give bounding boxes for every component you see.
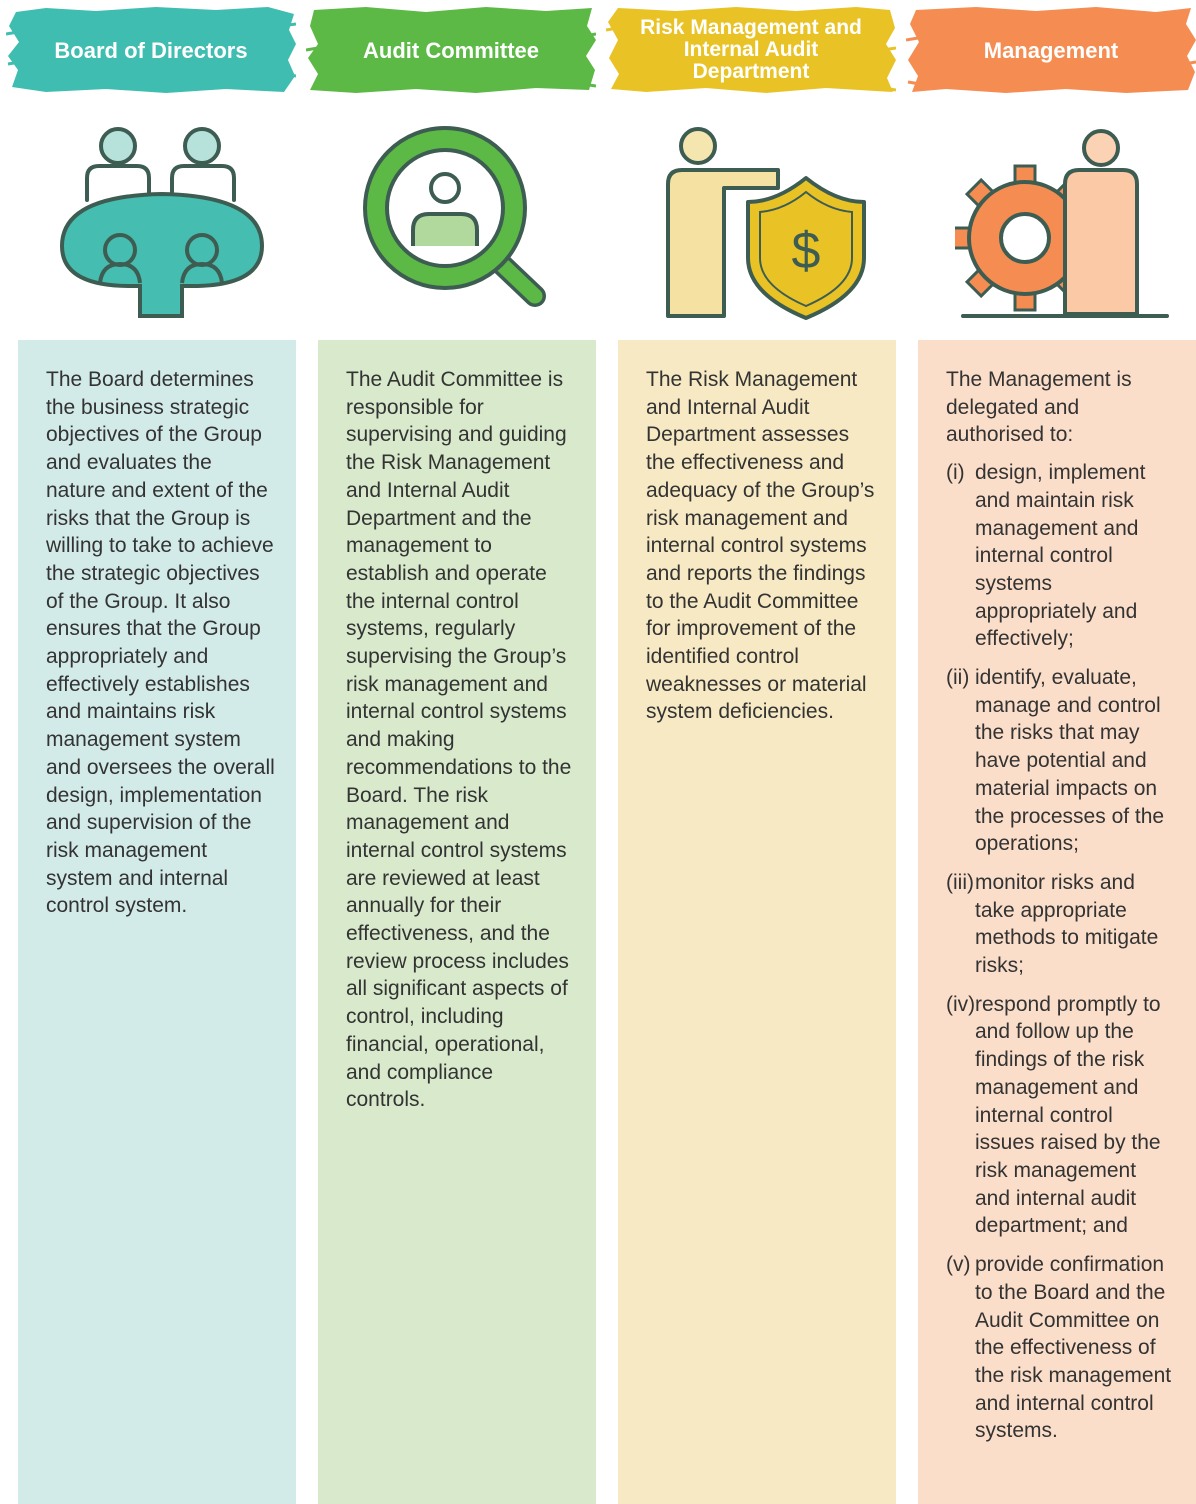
list-item <box>946 664 1176 858</box>
list-text: respond promptly to and follow up the findings of the risk management and internal control issues raised by the risk management and internal audit department; and <box>975 992 1161 1238</box>
banner-management <box>906 4 1196 96</box>
list-item <box>946 1251 1176 1445</box>
banner-risk-management <box>606 4 896 96</box>
management-panel <box>918 340 1196 1504</box>
list-item <box>946 869 1176 980</box>
list-text: provide confirmation to the Board and the Audit Committee on the effectiveness of the risk management and internal control systems. <box>975 1253 1172 1443</box>
column-title: Risk Management and Internal Audit Department <box>640 16 862 83</box>
column-title: Board of Directors <box>54 37 248 63</box>
svg-text:$: $ <box>791 222 821 280</box>
management-intro: The Management is delegated and authorised to: <box>946 368 1132 447</box>
list-number: (iv) <box>946 992 976 1016</box>
banner-board-of-directors <box>6 4 296 96</box>
management-duties-list <box>946 459 1176 1445</box>
list-number: (ii) <box>946 666 970 690</box>
board-panel <box>18 340 296 1504</box>
board-meeting-icon <box>52 118 272 328</box>
list-item <box>946 459 1176 653</box>
list-text: identify, evaluate, manage and control the risks that may have potential and material impacts on the processes of the operations; <box>975 666 1165 856</box>
list-number: (i) <box>946 461 965 485</box>
risk-management-description: The Risk Management and Internal Audit Department assesses the effectiveness and adequacy of the Group’s risk management and internal control systems and reports the findings to the Audit Committee for improvement of the identified control weaknesses or material system deficiencies. <box>646 368 875 724</box>
banner-audit-committee <box>306 4 596 96</box>
list-text: design, implement and maintain risk management and internal control systems appropriately and effectively; <box>975 461 1146 651</box>
list-number: (v) <box>946 1253 971 1277</box>
person-gear-icon <box>955 118 1175 328</box>
column-title: Management <box>983 37 1119 63</box>
audit-committee-panel <box>318 340 596 1504</box>
board-description: The Board determines the business strategic objectives of the Group and evaluates the nature and extent of the risks that the Group is willing to take to achieve the strategic objectives of the Group. It also ensures that the Group appropriately and effectively establishes and maintains risk management system and oversees the overall design, implementation and supervision of the risk management system and internal control system. <box>46 368 275 918</box>
person-shield-dollar-icon <box>648 118 868 328</box>
audit-committee-description: The Audit Committee is responsible for supervising and guiding the Risk Management and Internal Audit Department and the management to establish and operate the internal control systems, regularly supervising the Group’s risk management and internal control systems and making recommendations to the Board. The risk management and internal control systems are reviewed at least annually for their effectiveness, and the review process includes all significant aspects of control, including financial, operational, and compliance controls. <box>346 368 572 1112</box>
list-item <box>946 991 1176 1240</box>
list-text: monitor risks and take appropriate methods to mitigate risks; <box>975 870 1159 978</box>
risk-management-panel <box>618 340 896 1504</box>
column-title: Audit Committee <box>363 37 539 63</box>
list-number: (iii) <box>946 870 974 894</box>
magnifier-person-icon <box>345 118 565 328</box>
